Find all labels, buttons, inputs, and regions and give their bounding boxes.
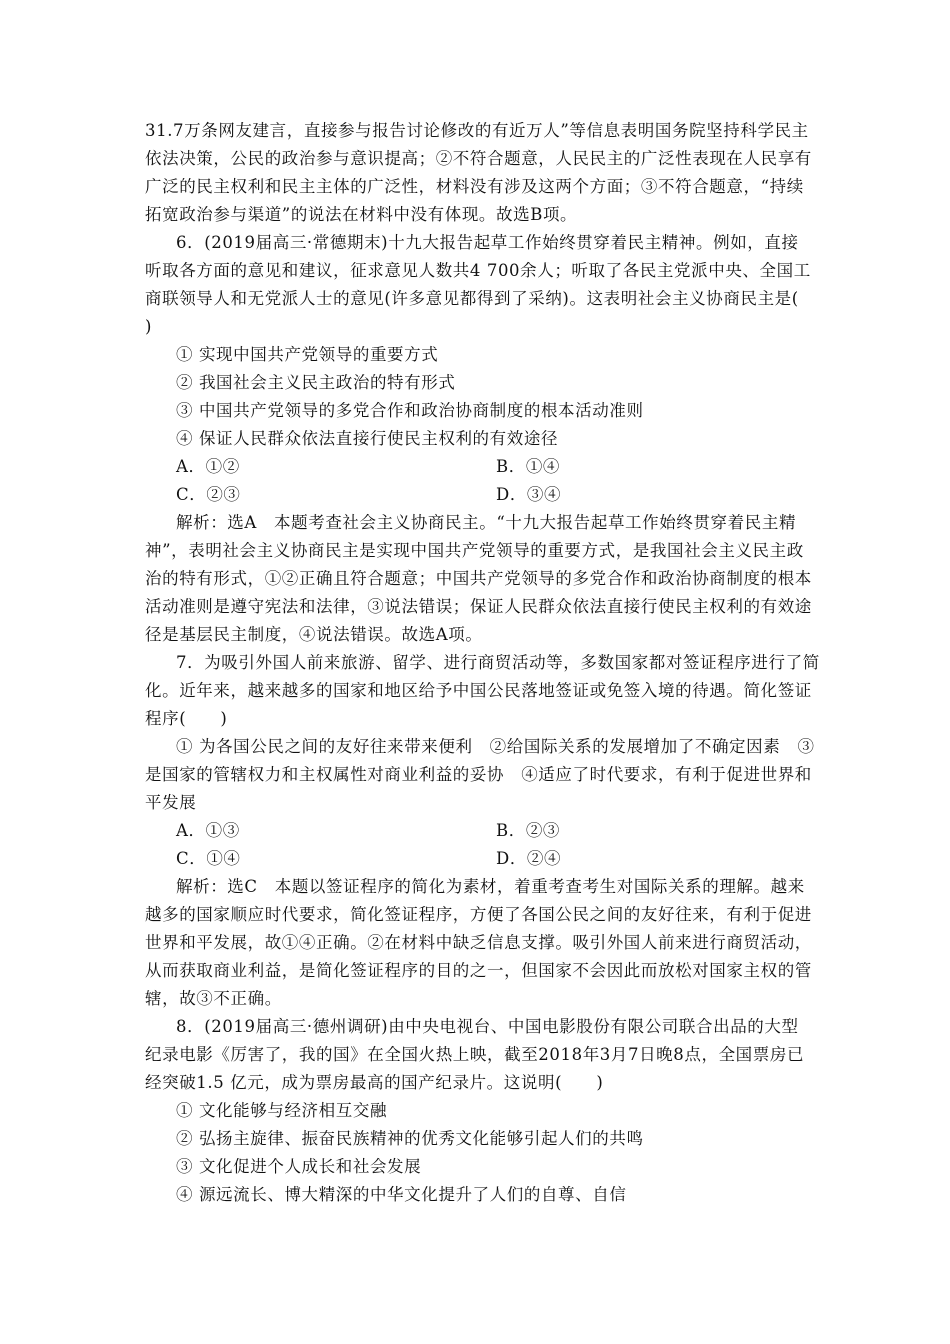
text-line: 世界和平发展，故①④正确。②在材料中缺乏信息支撑。吸引外国人前来进行商贸活动， [145,933,812,952]
text-line: 商联领导人和无党派人士的意见(许多意见都得到了采纳)。这表明社会主义协商民主是( [145,289,799,308]
answer-option-b: B．①④ [496,457,561,476]
statement-item: ③ 文化促进个人成长和社会发展 [176,1157,422,1176]
statement-item: ③ 中国共产党领导的多党合作和政治协商制度的根本活动准则 [176,401,644,420]
statement-item: ① 为各国公民之间的友好往来带来便利 ②给国际关系的发展增加了不确定因素 ③ [176,737,815,756]
text-line: 从而获取商业利益，是简化签证程序的目的之一，但国家不会因此而放松对国家主权的管 [145,961,812,980]
text-line: 平发展 [145,793,197,812]
analysis-paragraph: 解析：选C 本题以签证程序的简化为素材，着重考查考生对国际关系的理解。越来 [176,877,805,896]
text-line: 程序( ) [145,709,228,728]
text-line: 听取各方面的意见和建议，征求意见人数共4 700余人；听取了各民主党派中央、全国工 [145,261,811,280]
statement-item: ④ 保证人民群众依法直接行使民主权利的有效途径 [176,429,559,448]
text-line: 依法决策，公民的政治参与意识提高；②不符合题意，人民民主的广泛性表现在人民享有 [145,149,812,168]
answer-option-a: A．①③ [176,821,240,840]
text-line: 化。近年来，越来越多的国家和地区给予中国公民落地签证或免签入境的待遇。简化签证 [145,681,812,700]
text-line: 神”，表明社会主义协商民主是实现中国共产党领导的重要方式，是我国社会主义民主政 [145,541,804,560]
text-line: 31.7万条网友建言，直接参与报告讨论修改的有近万人”等信息表明国务院坚持科学民主 [145,121,809,140]
statement-item: ② 弘扬主旋律、振奋民族精神的优秀文化能够引起人们的共鸣 [176,1129,644,1148]
statement-item: ④ 源远流长、博大精深的中华文化提升了人们的自尊、自信 [176,1185,627,1204]
statement-item: ② 我国社会主义民主政治的特有形式 [176,373,456,392]
answer-option-b: B．②③ [496,821,561,840]
statement-item: ① 文化能够与经济相互交融 [176,1101,388,1120]
text-line: 经突破1.5 亿元，成为票房最高的国产纪录片。这说明( ) [145,1073,604,1092]
answer-option-a: A．①② [176,457,240,476]
question-8-stem: 8．(2019届高三·德州调研)由中央电视台、中国电影股份有限公司联合出品的大型 [176,1017,799,1036]
statement-item: ① 实现中国共产党领导的重要方式 [176,345,439,364]
text-line: 拓宽政治参与渠道”的说法在材料中没有体现。故选B项。 [145,205,578,224]
analysis-paragraph: 解析：选A 本题考查社会主义协商民主。“十九大报告起草工作始终贯穿着民主精 [176,513,797,532]
answer-option-c: C．①④ [176,849,241,868]
question-7-stem: 7．为吸引外国人前来旅游、留学、进行商贸活动等，多数国家都对签证程序进行了简 [176,653,820,672]
answer-option-d: D．③④ [496,485,562,504]
answer-option-d: D．②④ [496,849,562,868]
text-line: 纪录电影《厉害了，我的国》在全国火热上映，截至2018年3月7日晚8点，全国票房已 [145,1045,805,1064]
text-line: ) [145,317,153,336]
text-line: 径是基层民主制度，④说法错误。故选A项。 [145,625,483,644]
text-line: 广泛的民主权利和民主主体的广泛性，材料没有涉及这两个方面；③不符合题意，“持续 [145,177,804,196]
text-line: 是国家的管辖权力和主权属性对商业利益的妥协 ④适应了时代要求，有利于促进世界和 [145,765,812,784]
text-line: 治的特有形式，①②正确且符合题意；中国共产党领导的多党合作和政治协商制度的根本 [145,569,812,588]
text-line: 辖，故③不正确。 [145,989,282,1008]
text-line: 越多的国家顺应时代要求，简化签证程序，方便了各国公民之间的友好往来，有利于促进 [145,905,812,924]
answer-option-c: C．②③ [176,485,241,504]
text-line: 活动准则是遵守宪法和法律，③说法错误；保证人民群众依法直接行使民主权利的有效途 [145,597,812,616]
question-6-stem: 6．(2019届高三·常德期末)十九大报告起草工作始终贯穿着民主精神。例如，直接 [176,233,799,252]
